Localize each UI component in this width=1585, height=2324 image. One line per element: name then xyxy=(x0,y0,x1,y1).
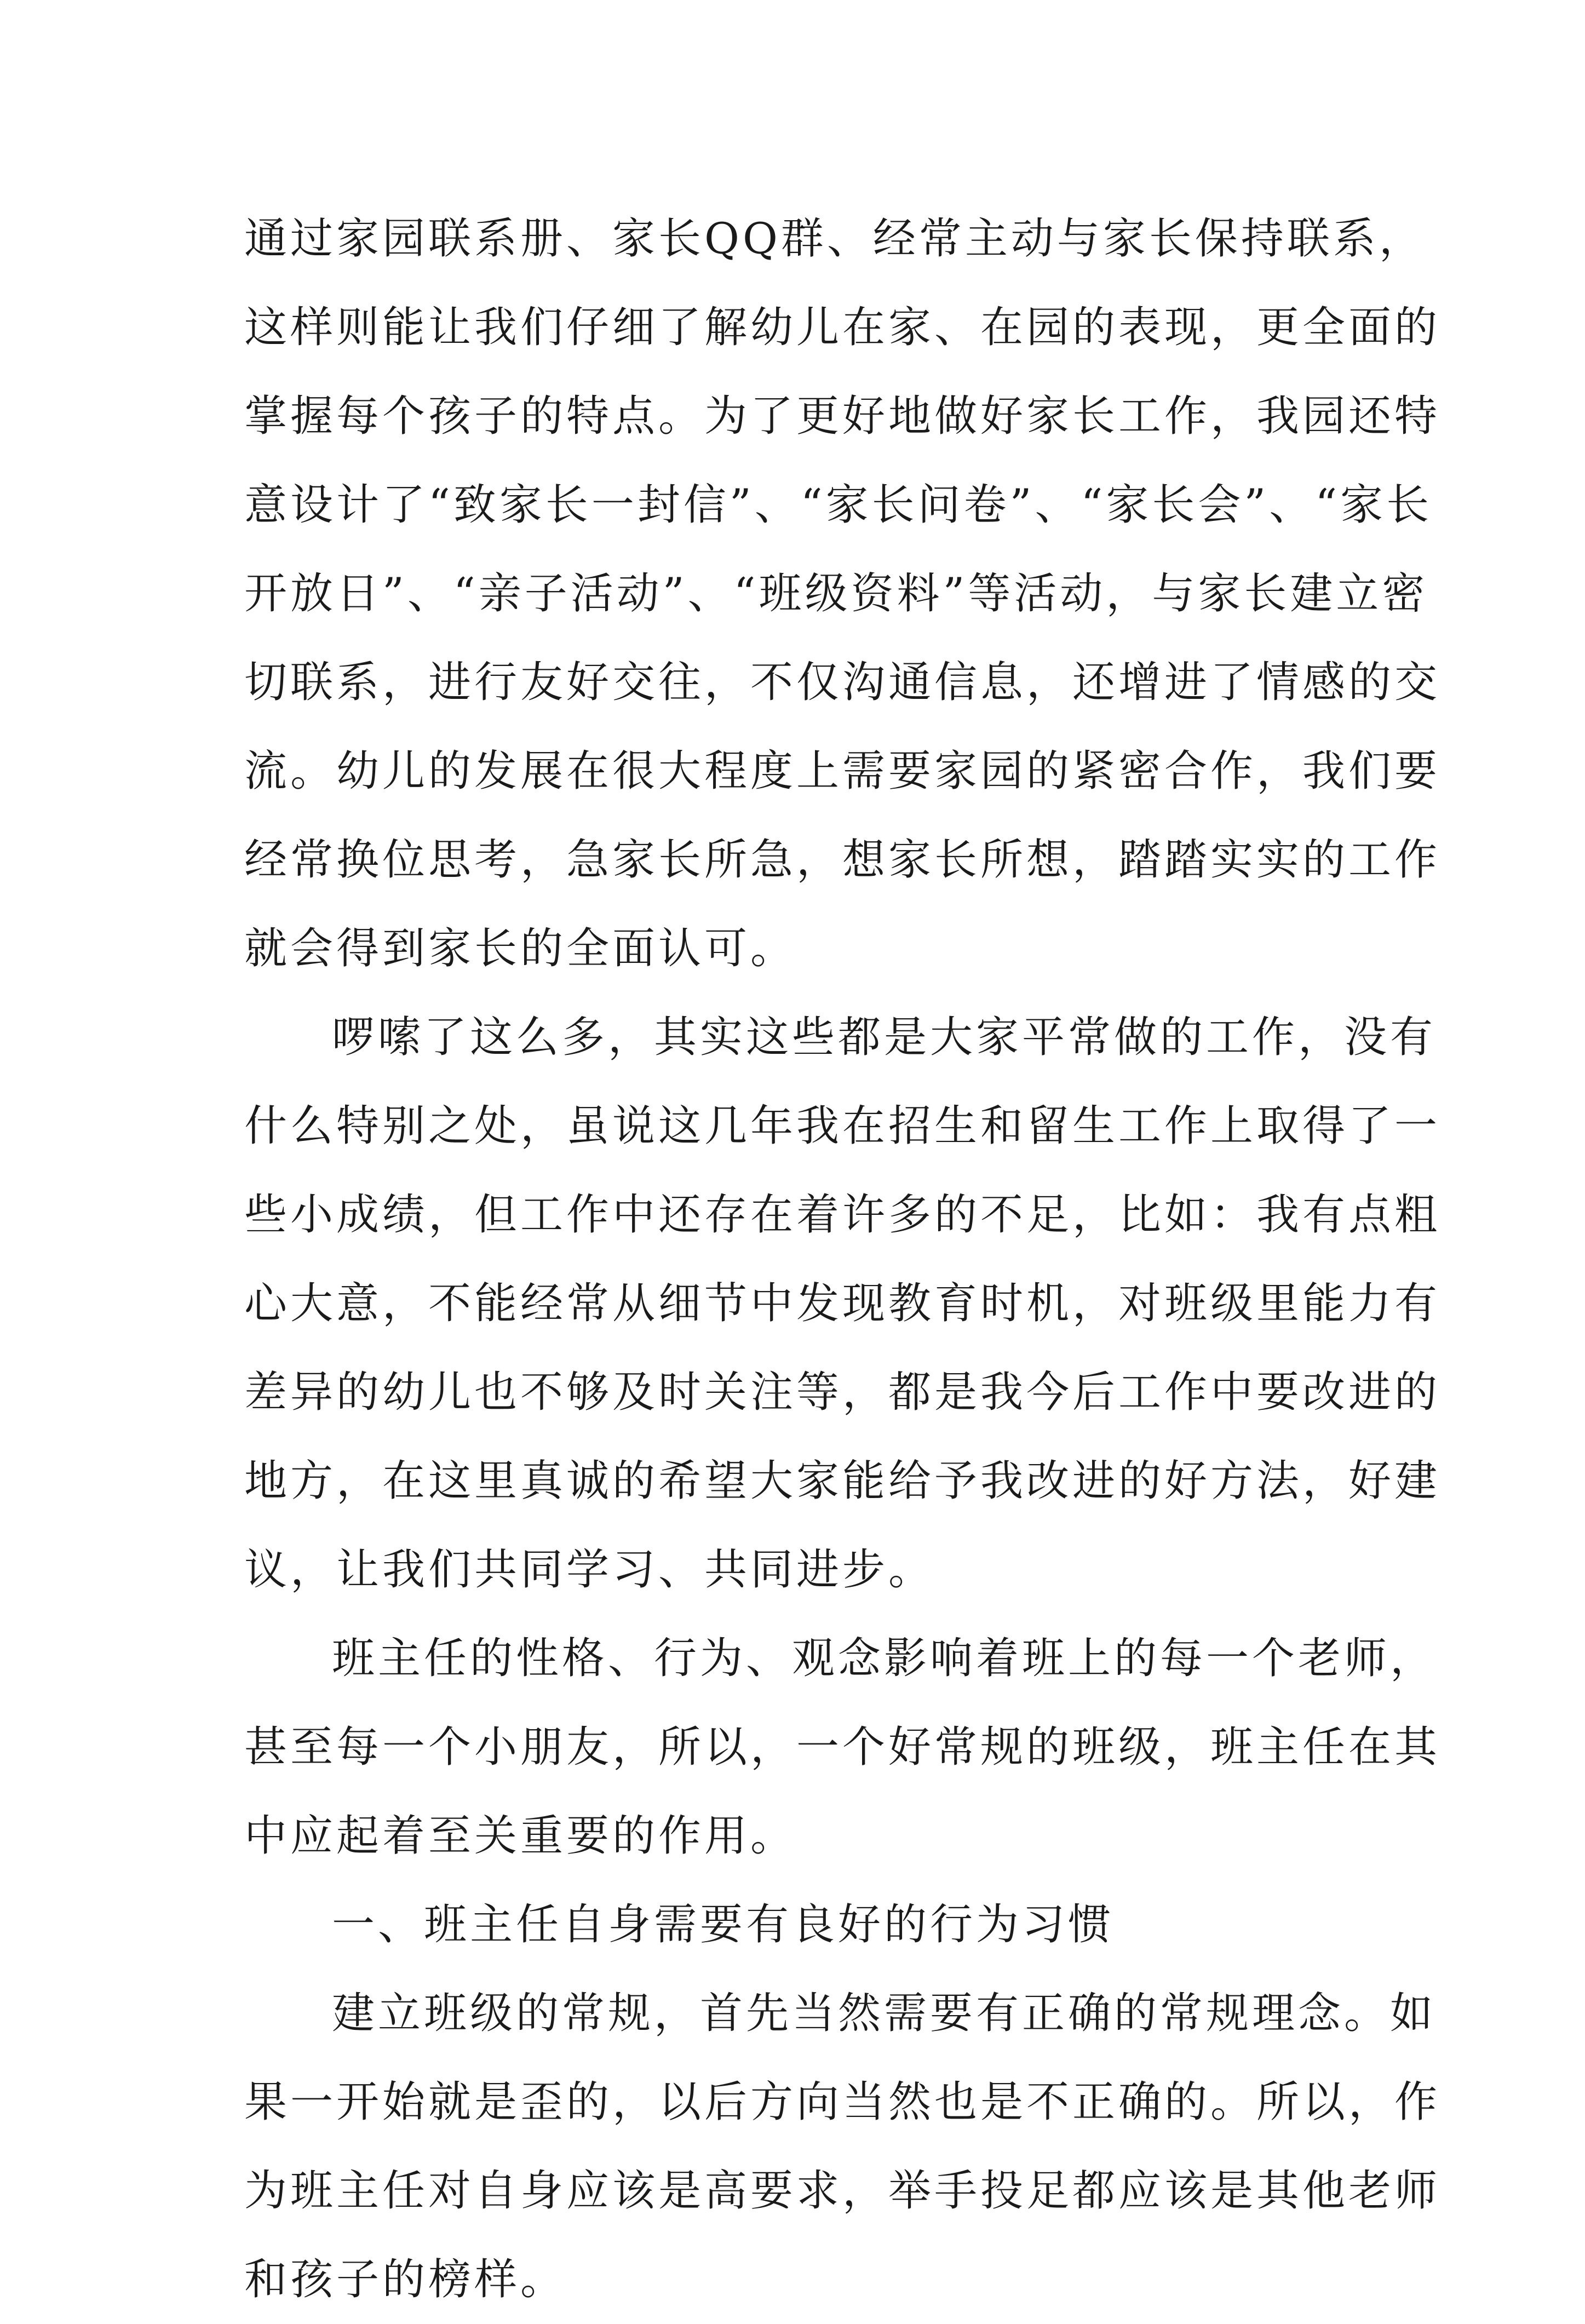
text-line: 心大意，不能经常从细节中发现教育时机，对班级里能力有 xyxy=(244,1279,1441,1328)
text-line: 啰嗦了这么多，其实这些都是大家平常做的工作，没有 xyxy=(332,1013,1437,1062)
text-line: 这样则能让我们仔细了解幼儿在家、在园的表现，更全面的 xyxy=(244,303,1441,352)
paragraph-class-routine xyxy=(244,1969,1441,2324)
section-heading xyxy=(244,1880,1362,1969)
text-line: 通过家园联系册、家长QQ群、经常主动与家长保持联系， xyxy=(244,214,1425,263)
text-line: 切联系，进行友好交往，不仅沟通信息，还增进了情感的交 xyxy=(244,658,1441,707)
text-line: 中应起着至关重要的作用。 xyxy=(244,1811,797,1861)
text-line: 为班主任对自身应该是高要求，举手投足都应该是其他老师 xyxy=(244,2166,1441,2216)
text-line: 建立班级的常规，首先当然需要有正确的常规理念。如 xyxy=(332,1989,1437,2038)
text-line: 些小成绩，但工作中还存在着许多的不足，比如：我有点粗 xyxy=(244,1190,1441,1240)
paragraph-parent-communication xyxy=(244,194,1441,993)
text-line: 甚至每一个小朋友，所以，一个好常规的班级，班主任在其 xyxy=(244,1723,1441,1772)
document-body xyxy=(244,194,1441,2324)
text-line: 班主任的性格、行为、观念影响着班上的每一个老师， xyxy=(332,1634,1437,1683)
text-line: 差异的幼儿也不够及时关注等，都是我今后工作中要改进的 xyxy=(244,1368,1441,1417)
text-line: 经常换位思考，急家长所急，想家长所想，踏踏实实的工作 xyxy=(244,835,1441,885)
text-line: 意设计了“致家长一封信”、“家长问卷”、“家长会”、“家长 xyxy=(244,480,1433,530)
text-line: 开放日”、“亲子活动”、“班级资料”等活动，与家长建立密 xyxy=(244,569,1428,618)
text-line: 掌握每个孩子的特点。为了更好地做好家长工作，我园还特 xyxy=(244,392,1441,441)
paragraph-shortcomings xyxy=(244,993,1441,1614)
text-line: 和孩子的榜样。 xyxy=(244,2255,567,2304)
text-line: 流。幼儿的发展在很大程度上需要家园的紧密合作，我们要 xyxy=(244,747,1441,796)
text-line: 议，让我们共同学习、共同进步。 xyxy=(244,1545,935,1594)
paragraph-head-teacher-role xyxy=(244,1614,1441,1880)
text-line: 什么特别之处，虽说这几年我在招生和留生工作上取得了一 xyxy=(244,1101,1441,1151)
text-line: 地方，在这里真诚的希望大家能给予我改进的好方法，好建 xyxy=(244,1456,1441,1506)
text-line: 果一开始就是歪的，以后方向当然也是不正确的。所以，作 xyxy=(244,2078,1441,2127)
heading-line: 一、班主任自身需要有良好的行为习惯 xyxy=(332,1900,1115,1949)
text-line: 就会得到家长的全面认可。 xyxy=(244,924,797,973)
